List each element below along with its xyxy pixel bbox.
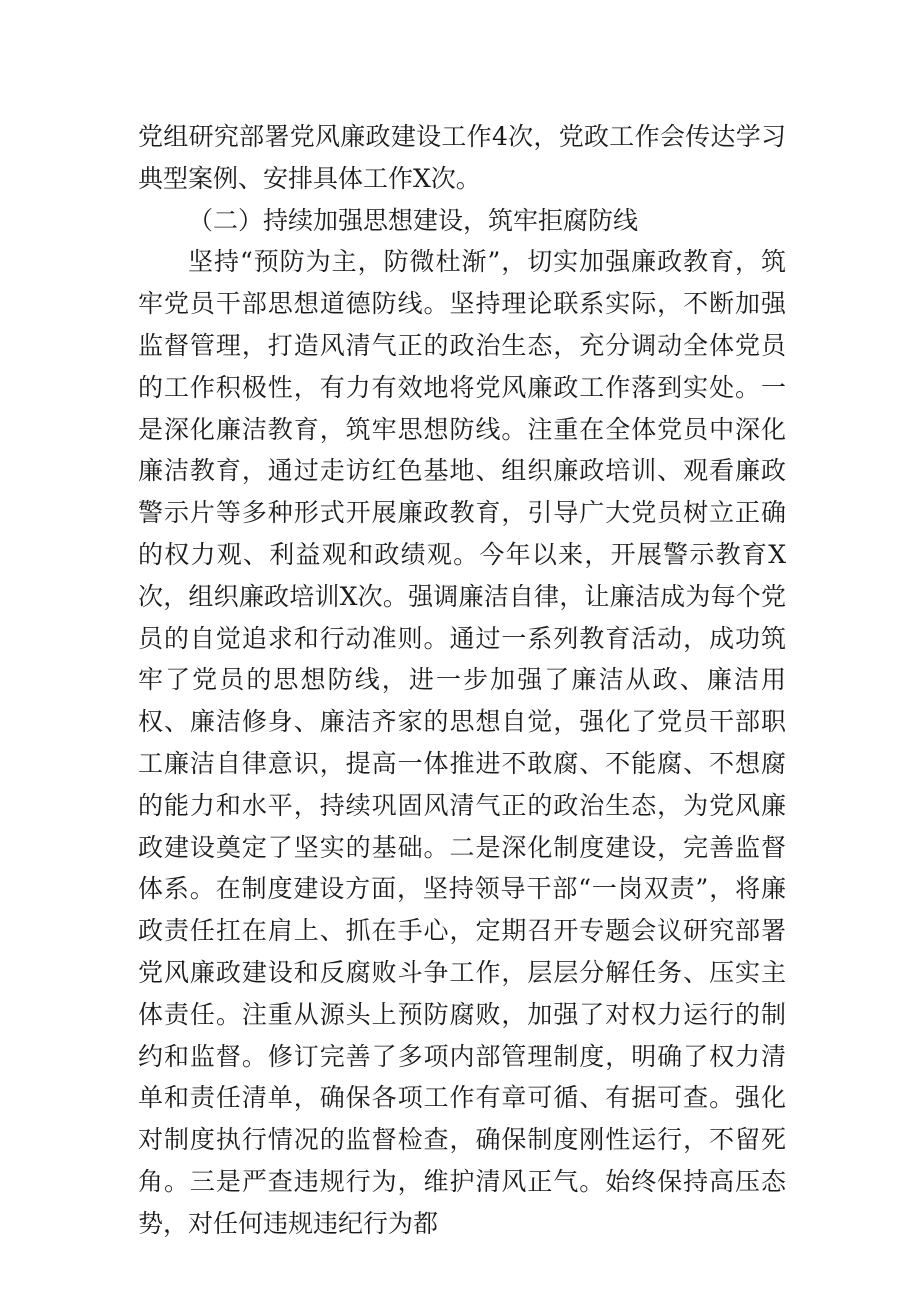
continued-paragraph: 党组研究部署党风廉政建设工作4次，党政工作会传达学习典型案例、安排具体工作X次。 <box>138 122 786 193</box>
document-body <box>138 116 786 1245</box>
body-paragraph: 坚持“预防为主，防微杜渐”，切实加强廉政教育，筑牢党员干部思想道德防线。坚持理论联系实际，不断加强监督管理，打造风清气正的政治生态，充分调动全体党员的工作积极性，有力有效地将党风廉政工作落到实处。一是深化廉洁教育，筑牢思想防线。注重在全体党员中深化廉洁教育，通过走访红色基地、组织廉政培训、观看廉政警示片等多种形式开展廉政教育，引导广大党员树立正确的权力观、利益观和政绩观。今年以来，开展警示教育X次，组织廉政培训X次。强调廉洁自律，让廉洁成为每个党员的自觉追求和行动准则。通过一系列教育活动，成功筑牢了党员的思想防线，进一步加强了廉洁从政、廉洁用权、廉洁修身、廉洁齐家的思想自觉，强化了党员干部职工廉洁自律意识，提高一体推进不敢腐、不能腐、不想腐的能力和水平，持续巩固风清气正的政治生态，为党风廉政建设奠定了坚实的基础。二是深化制度建设，完善监督体系。在制度建设方面，坚持领导干部“一岗双责”，将廉政责任扛在肩上、抓在手心，定期召开专题会议研究部署党风廉政建设和反腐败斗争工作，层层分解任务、压实主体责任。注重从源头上预防腐败，加强了对权力运行的制约和监督。修订完善了多项内部管理制度，明确了权力清单和责任清单，确保各项工作有章可循、有据可查。强化对制度执行情况的监督检查，确保制度刚性运行，不留死角。三是严查违规行为，维护清风正气。始终保持高压态势，对任何违规违纪行为都 <box>138 247 786 1238</box>
section-heading: （二）持续加强思想建设，筑牢拒腐防线 <box>188 205 639 235</box>
